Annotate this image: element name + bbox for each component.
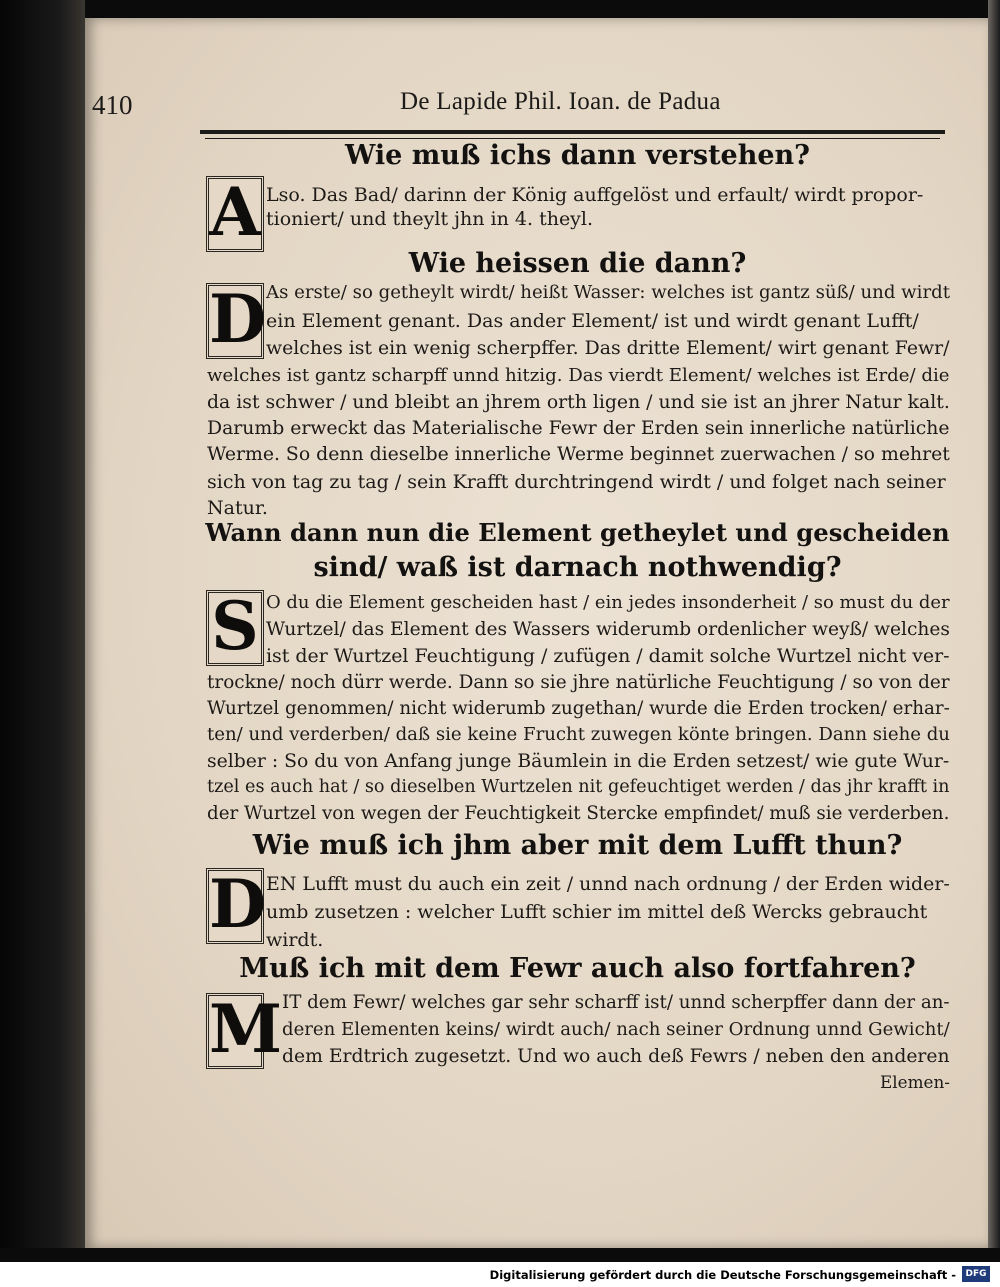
scan-frame-bottom [0, 1248, 1000, 1262]
text-line: Werme. So denn dieselbe innerliche Werme beginnet zuerwachen / so mehret [207, 444, 950, 465]
section-heading: Wie muß ich jhm aber mit dem Lufft thun? [252, 830, 903, 861]
section-heading: Wie muß ichs dann verstehen? [345, 140, 810, 171]
text-line: wirdt. [266, 929, 324, 951]
text-line: O du die Element gescheiden hast / ein jedes insonderheit / so must du der [266, 592, 950, 613]
text-line: tzel es auch hat / so dieselben Wurtzelen nit gefeuchtiget werden / das jhr krafft in [207, 777, 950, 797]
text-line: Wurtzel genommen/ nicht widerumb zugethan/ wurde die Erden trocken/ erhar- [207, 698, 950, 719]
text-line: As erste/ so getheylt wirdt/ heißt Wasser: welches ist gantz süß/ und wirdt [266, 282, 950, 303]
header-rule-thin [205, 138, 940, 139]
text-line: ist der Wurtzel Feuchtigung / zufügen / damit solche Wurtzel nicht ver- [266, 645, 950, 667]
text-line: umb zusetzen : welcher Lufft schier im mittel deß Wercks gebraucht [266, 901, 928, 923]
drop-cap: D [206, 283, 264, 359]
text-line: selber : So du von Anfang junge Bäumlein in die Erden setzest/ wie gute Wur- [207, 751, 950, 772]
text-line: welches ist gantz scharpff unnd hitzig. Das vierdt Element/ welches ist Erde/ die [207, 365, 950, 386]
text-line: ein Element genant. Das ander Element/ ist und wirdt genant Lufft/ [266, 310, 919, 332]
drop-cap: A [206, 176, 264, 252]
catchword: Elemen- [880, 1072, 950, 1092]
text-line: der Wurtzel von wegen der Feuchtigkeit Stercke empfindet/ muß sie verderben. [207, 803, 950, 824]
scan-frame-left [0, 0, 85, 1262]
text-line: da ist schwer / und bleibt an jhrem orth ligen / und sie ist an jhrer Natur kalt. [207, 392, 950, 413]
text-line: tioniert/ und theylt jhn in 4. theyl. [266, 208, 594, 230]
page-number: 410 [92, 90, 133, 120]
drop-cap: M [206, 993, 264, 1069]
drop-cap: S [206, 590, 264, 666]
header-rule [200, 130, 945, 134]
text-line: ten/ und verderben/ daß sie keine Frucht zuwegen könte bringen. Dann siehe du [207, 724, 950, 745]
drop-cap: D [206, 868, 264, 944]
running-title: De Lapide Phil. Ioan. de Padua [400, 88, 721, 115]
funding-credit: Digitalisierung gefördert durch die Deutsche Forschungsgemeinschaft - [489, 1268, 956, 1282]
text-line: sich von tag zu tag / sein Krafft durchtringend wirdt / und folget nach seiner [207, 471, 946, 493]
section-heading: Muß ich mit dem Fewr auch also fortfahren? [239, 953, 916, 984]
scan-frame-top [0, 0, 1000, 18]
text-line: deren Elementen keins/ wirdt auch/ nach seiner Ordnung unnd Gewicht/ [282, 1019, 950, 1040]
dfg-logo-icon: DFG [962, 1266, 990, 1282]
section-heading-continued: sind/ waß ist darnach nothwendig? [313, 552, 842, 583]
text-line: IT dem Fewr/ welches gar sehr scharff ist/ unnd scherpffer dann der an- [282, 992, 950, 1013]
section-heading: Wann dann nun die Element getheylet und gescheiden [205, 518, 950, 547]
scan-frame-right [988, 0, 1000, 1262]
text-line: trockne/ noch dürr werde. Dann so sie jhre natürliche Feuchtigung / so von der [207, 672, 950, 693]
text-line: Wurtzel/ das Element des Wassers widerumb ordenlicher weyß/ welches [266, 619, 950, 640]
text-line: EN Lufft must du auch ein zeit / unnd nach ordnung / der Erden wider- [266, 873, 950, 895]
text-line: Lso. Das Bad/ darinn der König auffgelöst und erfault/ wirdt propor- [266, 184, 924, 206]
text-line: Natur. [207, 497, 268, 519]
section-heading: Wie heissen die dann? [408, 248, 747, 279]
text-line: Darumb erweckt das Materialische Fewr der Erden sein innerliche natürliche [207, 418, 950, 439]
text-line: dem Erdtrich zugesetzt. Und wo auch deß Fewrs / neben den anderen [282, 1046, 950, 1067]
text-line: welches ist ein wenig scherpffer. Das dritte Element/ wirt genant Fewr/ [266, 338, 950, 359]
